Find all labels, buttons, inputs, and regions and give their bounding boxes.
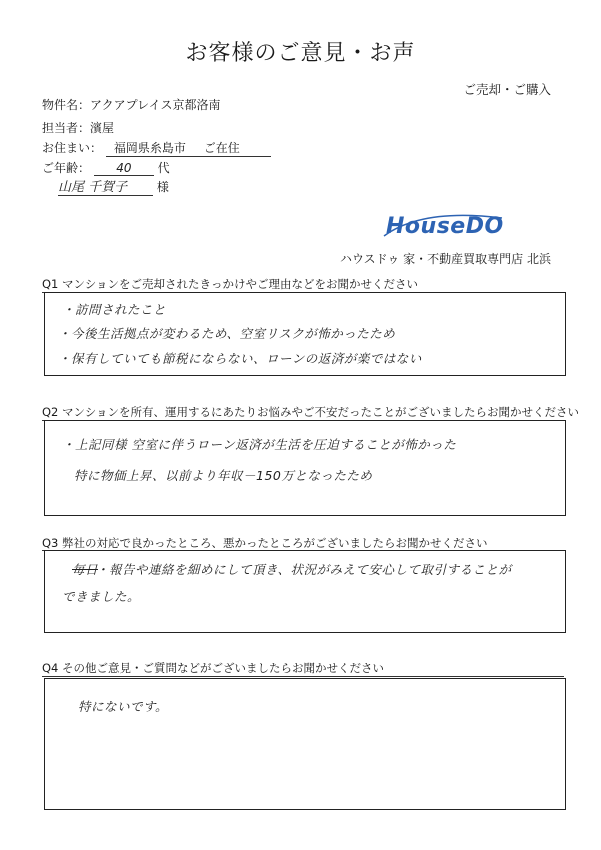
customer-name: 山尾 千賀子: [58, 176, 153, 196]
age-value: 40: [116, 161, 132, 175]
age-field: [94, 161, 154, 176]
property-label: 物件名：: [42, 98, 91, 112]
page-title: お客様のご意見・お声: [185, 41, 416, 66]
question-number: Q1: [42, 277, 59, 291]
question-text: 弊社の対応で良かったところ、悪かったところがございましたらお聞かせください: [62, 536, 488, 550]
question-4: [42, 660, 384, 676]
answer-line: できました。: [62, 589, 141, 604]
question-text: マンションを所有、運用するにあたりお悩みやご不安だったことがございましたらお聞かせください: [62, 405, 579, 419]
age-label: ご年齢：: [42, 161, 91, 175]
address-suffix: ご在住: [203, 141, 240, 155]
transaction-type: ご売却・ご購入: [463, 82, 551, 97]
question-number: Q4: [42, 661, 59, 675]
answer-line: 特に物価上昇、以前より年収－150万となったため: [74, 468, 373, 483]
store-name: ハウスドゥ 家・不動産買取専門店 北浜: [340, 252, 551, 266]
property-value: アクアプレイス京都洛南: [90, 98, 221, 112]
address-label: お住まい：: [42, 141, 103, 155]
question-text: その他ご意見・ご質問などがございましたらお聞かせください: [62, 661, 384, 675]
address-field: [106, 139, 271, 157]
answer-line: ・訪問されたこと: [62, 302, 167, 317]
staff-value: 濱屋: [90, 121, 115, 135]
question-text: マンションをご売却されたきっかけやご理由などをお聞かせください: [62, 277, 418, 291]
question-2: [42, 404, 579, 420]
logo-text: HouseDO: [386, 214, 504, 239]
age-unit: 代: [157, 161, 170, 175]
question-number: Q2: [42, 405, 59, 419]
answer-line: ・今後生活拠点が変わるため、空室リスクが怖かったため: [58, 326, 396, 341]
question-divider: [42, 676, 564, 677]
answer-line: ・上記同様 空室に伴うローン返済が生活を圧迫することが怖かった: [62, 437, 457, 452]
question-3: [42, 535, 488, 551]
staff-row: [42, 119, 114, 136]
staff-label: 担当者：: [42, 121, 91, 135]
property-row: [42, 96, 220, 113]
struck-text: 毎日: [72, 562, 99, 577]
address-row: [42, 139, 271, 157]
answer-line: ・報告や連絡を細めにして頂き、状況がみえて安心して取引することが: [96, 562, 512, 577]
question-number: Q3: [42, 536, 59, 550]
answer-line: 特にないです。: [78, 699, 169, 714]
honorific: 様: [156, 180, 169, 194]
question-1: [42, 276, 418, 292]
age-row: [42, 159, 170, 176]
customer-row: [58, 176, 169, 196]
housedo-logo: [382, 212, 552, 242]
answer-line: ・保有していても節税にならない、ローンの返済が楽ではない: [58, 351, 422, 366]
address-value: 福岡県糸島市: [113, 141, 186, 155]
